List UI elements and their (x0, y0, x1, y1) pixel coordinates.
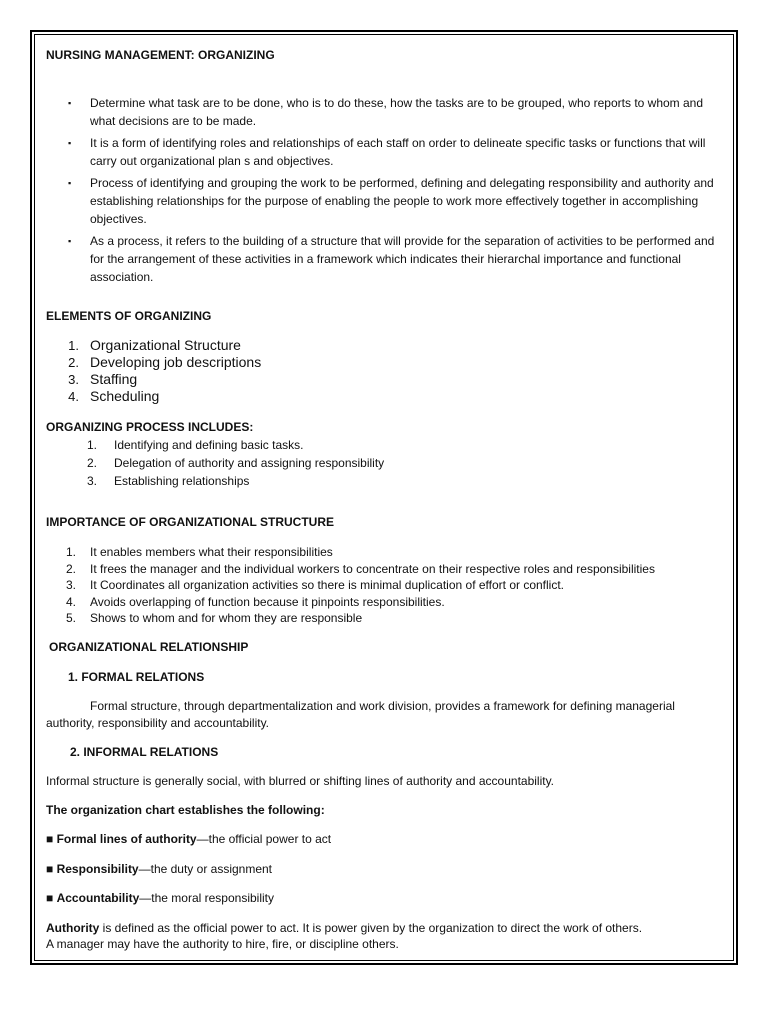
process-heading: ORGANIZING PROCESS INCLUDES: (46, 420, 254, 434)
document-body (46, 47, 726, 952)
list-item: 2. Delegation of authority and assigning responsibility (86, 456, 385, 470)
intro-bullet: ▪ As a process, it refers to the building of a structure that will provide for the separation of activities to be performed and for the arrangement of these activities in a framework which indicates their hierarchal importance and functional association. (68, 234, 715, 284)
list-item: 3. It Coordinates all organization activities so there is minimal duplication of effort or conflict. (65, 578, 565, 592)
elements-list (46, 337, 726, 405)
list-item: 2. It frees the manager and the individual workers to concentrate on their respective roles and responsibilities (65, 561, 655, 576)
chart-line-authority: ■ Formal lines of authority—the official power to act (46, 832, 332, 846)
elements-heading: ELEMENTS OF ORGANIZING (46, 309, 212, 323)
list-item: 1. It enables members what their responsibilities (65, 545, 333, 559)
square-bullet-icon: ▪ (68, 178, 72, 188)
list-item: 5. Shows to whom and for whom they are responsible (65, 611, 363, 625)
square-bullet-icon: ▪ (68, 138, 72, 148)
list-item: 1. Identifying and defining basic tasks. (86, 438, 304, 452)
square-bullet-icon: ■ (46, 891, 54, 905)
formal-relations-heading: 1. FORMAL RELATIONS (68, 669, 205, 684)
informal-relations-heading: 2. INFORMAL RELATIONS (70, 744, 219, 759)
chart-line-accountability: ■ Accountability—the moral responsibility (46, 891, 274, 905)
list-item: 3. Establishing relationships (86, 474, 250, 488)
formal-relations-text: Formal structure, through departmentalization and work division, provides a framework for defining managerial authority, responsibility and accountability. (46, 698, 675, 730)
list-item: 3. Staffing (68, 371, 138, 387)
org-chart-heading: The organization chart establishes the following: (46, 803, 325, 817)
intro-bullet: ▪ It is a form of identifying roles and relationships of each staff on order to delineate specific tasks or functions that will carry out organizational plan s and objectives. (68, 136, 706, 168)
square-bullet-icon: ▪ (68, 98, 72, 108)
authority-definition: Authority is defined as the official power to act. It is power given by the organization to direct the work of others. A manager may have the authority to hire, fire, or discipline others. (46, 920, 643, 951)
relationship-heading: ORGANIZATIONAL RELATIONSHIP (49, 639, 249, 654)
informal-relations-text: Informal structure is generally social, with blurred or shifting lines of authority and accountability. (46, 773, 555, 788)
importance-list (46, 544, 726, 627)
chart-line-responsibility: ■ Responsibility—the duty or assignment (46, 861, 273, 876)
square-bullet-icon: ■ (46, 861, 54, 876)
intro-bullet: ▪ Determine what task are to be done, who is to do these, how the tasks are to be grouped, who reports to whom and what decisions are to be made. (68, 96, 704, 128)
list-item: 2. Developing job descriptions (68, 354, 262, 370)
list-item: 4. Avoids overlapping of function because it pinpoints responsibilities. (65, 594, 445, 609)
process-list (46, 436, 726, 490)
importance-heading: IMPORTANCE OF ORGANIZATIONAL STRUCTURE (46, 515, 334, 529)
intro-bullet: ▪ Process of identifying and grouping the work to be performed, defining and delegating responsibility and authority and establishing relationships for the purpose of enabling the people to work more effectively together in accomplishing objectives. (68, 176, 714, 226)
document-title: NURSING MANAGEMENT: ORGANIZING (46, 48, 275, 62)
list-item: 1. Organizational Structure (68, 337, 241, 353)
square-bullet-icon: ■ (46, 832, 54, 846)
intro-bullet-list (46, 94, 726, 286)
list-item: 4. Scheduling (68, 388, 160, 404)
square-bullet-icon: ▪ (68, 236, 72, 246)
